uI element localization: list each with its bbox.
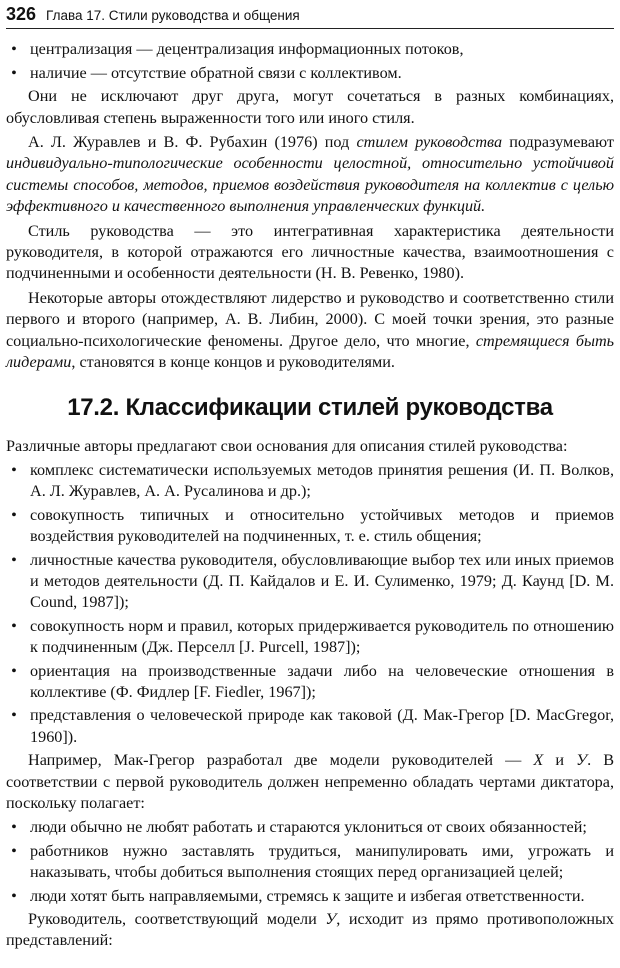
emphasis: X [533, 751, 544, 770]
paragraph-zhuravlev [6, 132, 614, 218]
text-run: Руководитель, соответствующий модели [28, 910, 326, 929]
paragraph-model-y [6, 909, 614, 952]
emphasis: индивидуально-типологические особенности целостной, относительно устойчивой системы способов, методов, приемов воздействия руководителя на коллектив с целью эффективного и качественного выполнения управленческих функций. [6, 154, 614, 216]
text-run: подразумевают [502, 133, 614, 152]
emphasis: стремящиеся быть лидерами [6, 331, 615, 372]
list-item: • совокупность типичных и относительно устойчивых методов и приемов воздействия руководителей на подчиненных, т. е. стиль общения; [6, 505, 614, 548]
emphasis: стилем руководства [356, 133, 503, 152]
list-item: • централизация — децентрализация информационных потоков, [6, 39, 614, 60]
list-item: • ориентация на производственные задачи либо на человеческие отношения в коллективе (Ф. Фидлер [F. Fiedler, 1967]); [6, 661, 614, 704]
running-head [6, 4, 614, 29]
style-basis-list [6, 460, 614, 748]
page-number: 326 [6, 4, 37, 24]
list-item: • совокупность норм и правил, которых придерживается руководитель по отношению к подчиненным (Дж. Перселл [J. Purcell, 1987]); [6, 616, 614, 659]
list-item: • представления о человеческой природе как таковой (Д. Мак-Грегор [D. MacGregor, 1960]). [6, 705, 614, 748]
text-run: и [543, 751, 577, 770]
text-run: . В соответствии с первой руководитель должен непременно обладать чертами диктатора, поскольку полагает: [6, 751, 614, 812]
list-item: • люди обычно не любят работать и стараются уклониться от своих обязанностей; [6, 817, 614, 838]
paragraph-mcgregor [6, 750, 614, 814]
text-run: Например, Мак-Грегор разработал две модели руководителей — [28, 751, 534, 770]
list-item: • комплекс систематически используемых методов принятия решения (И. П. Волков, А. Л. Журавлев, А. А. Русалинова и др.); [6, 460, 614, 503]
intro-bullet-list [6, 39, 614, 84]
emphasis: У [325, 910, 337, 929]
text-run: Некоторые авторы отождествляют лидерство и руководство и соответственно стили первого и второго (например, А. В. Либин, 2000). С моей точки зрения, это разные социально-психологические феномены. Другое дело, что многие, [6, 288, 614, 350]
list-item: • работников нужно заставлять трудиться, манипулировать ими, угрожать и наказывать, чтобы добиться выполнения стоящих перед организацией целей; [6, 841, 614, 884]
paragraph-leadership [6, 288, 614, 374]
text-run: , исходит из прямо противоположных представлений: [6, 910, 615, 950]
text-run: , становятся в конце концов и руководителями. [71, 353, 395, 372]
emphasis: У [576, 751, 588, 770]
text-run: А. Л. Журавлев и В. Ф. Рубахин (1976) под [28, 133, 357, 152]
list-item: • личностные качества руководителя, обусловливающие выбор тех или иных приемов и методов деятельности (Д. П. Кайдалов и Е. И. Сулименко, 1979; Д. Каунд [D. M. Cound, 1987]); [6, 550, 614, 614]
section-intro: Различные авторы предлагают свои основания для описания стилей руководства: [6, 436, 568, 455]
chapter-title: Глава 17. Стили руководства и общения [46, 8, 300, 23]
model-x-list [6, 817, 614, 907]
list-item: • люди хотят быть направляемыми, стремясь к защите и избегая ответственности. [6, 886, 614, 907]
section-heading: 17.2. Классификации стилей руководства [67, 393, 553, 421]
paragraph: Они не исключают друг друга, могут сочетаться в разных комбинациях, обусловливая степень выраженности того или иного стиля. [6, 87, 614, 127]
list-item: • наличие — отсутствие обратной связи с коллективом. [6, 63, 614, 84]
paragraph: Стиль руководства — это интегративная характеристика деятельности руководителя, в которой отражаются его личностные качества, взаимоотношения с подчиненными и особенности деятельности (Н. В. Ревенко, 1980). [6, 221, 614, 283]
